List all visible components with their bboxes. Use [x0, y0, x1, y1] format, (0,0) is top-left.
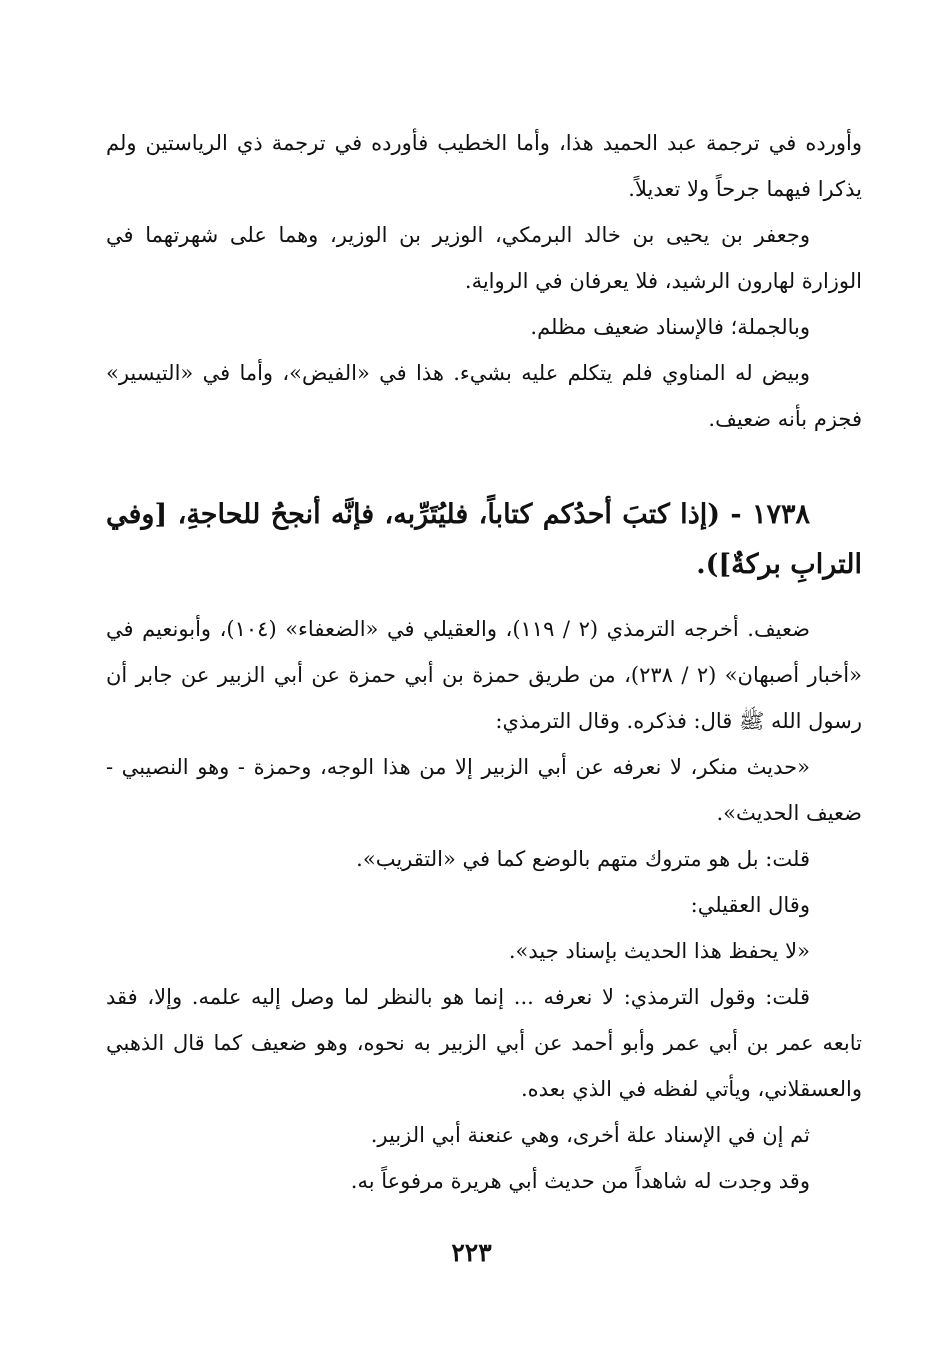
paragraph-uqayli-quote: «لا يحفظ هذا الحديث بإسناد جيد».: [508, 939, 810, 963]
hadith-heading-block: [106, 490, 862, 590]
paragraph-tirmidhi-quote: «حديث منكر، لا نعرفه عن أبي الزبير إلا من هذا الوجه، وحمزة - وهو النصيبي - ضعيف الحديث».: [106, 755, 862, 825]
paragraph-summary: وبالجملة؛ فالإسناد ضعيف مظلم.: [530, 315, 810, 339]
paragraph-takhrij: ضعيف. أخرجه الترمذي (٢ / ١١٩)، والعقيلي في «الضعفاء» (١٠٤)، وأبونعيم في «أخبار أصبهان» (٢ / ٢٣٨)، من طريق حمزة بن أبي حمزة عن أبي الزبير عن جابر أن رسول الله ﷺ قال: فذكره. وقال الترمذي:: [106, 617, 862, 733]
paragraph-uqayli-intro: وقال العقيلي:: [690, 893, 810, 917]
paragraph-closing: قلت: وقول الترمذي: لا نعرفه ... إنما هو بالنظر لما وصل إليه علمه. وإلا، فقد تابعه عمر بن أبي عمر وأبو أحمد عن أبي الزبير به نحوه، وهو ضعيف كما قال الذهبي والعسقلاني، ويأتي لفظه في الذي بعده.: [106, 985, 862, 1101]
paragraph-taqrib-note: قلت: بل هو متروك متهم بالوضع كما في «التقريب».: [356, 847, 810, 871]
top-text-block: [106, 120, 862, 442]
paragraph-commentary: وأورده في ترجمة عبد الحميد هذا، وأما الخطيب فأورده في ترجمة ذي الرياستين ولم يذكرا فيهما جرحاً ولا تعديلاً.: [106, 131, 862, 201]
paragraph-jafar: وجعفر بن يحيى بن خالد البرمكي، الوزير بن الوزير، وهما على شهرتهما في الوزارة لهارون الرشيد، فلا يعرفان في الرواية.: [106, 223, 862, 293]
page-number: ٢٢٣: [451, 1238, 492, 1267]
hadith-heading: ١٧٣٨ - (إذا كتبَ أحدُكم كتاباً، فليُتَرِّبه، فإنَّه أنجحُ للحاجةِ، [وفي الترابِ بركةٌ]).: [106, 499, 862, 580]
paragraph-shahid: وقد وجدت له شاهداً من حديث أبي هريرة مرفوعاً به.: [350, 1169, 810, 1193]
paragraph-illa: ثم إن في الإسناد علة أخرى، وهي عنعنة أبي الزبير.: [370, 1123, 810, 1147]
takhrij-block: [106, 606, 862, 1204]
paragraph-munawi: وبيض له المناوي فلم يتكلم عليه بشيء. هذا في «الفيض»، وأما في «التيسير» فجزم بأنه ضعيف.: [106, 361, 862, 431]
